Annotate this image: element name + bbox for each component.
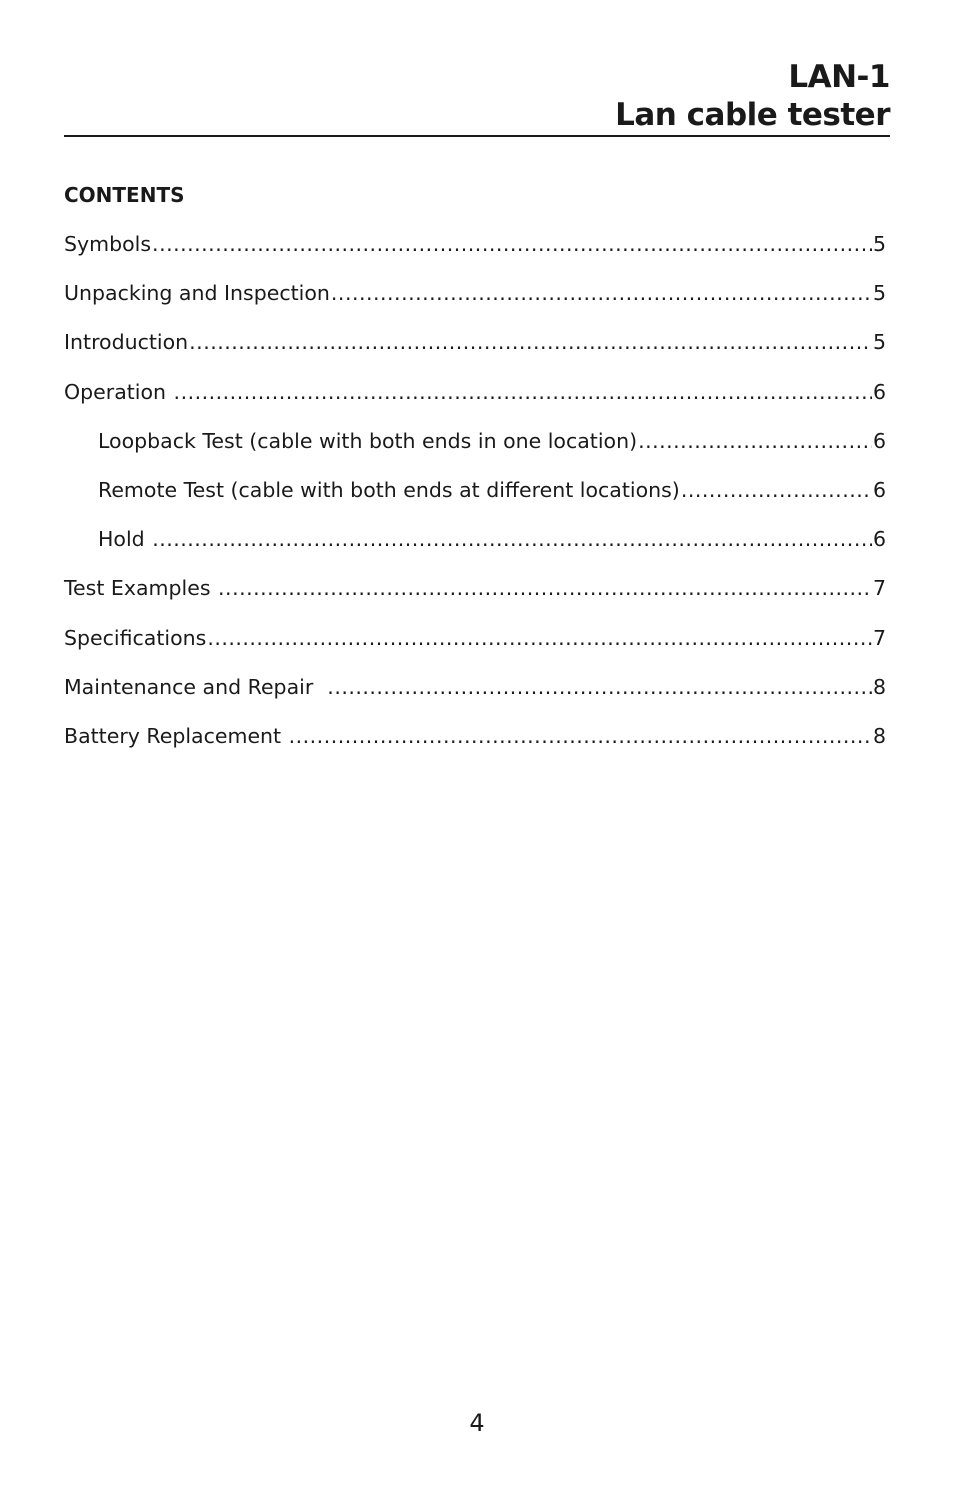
table-of-contents: [64, 230, 886, 771]
document-header: [64, 58, 890, 134]
product-model-title: LAN-1: [788, 59, 890, 95]
page-number: 4: [469, 1409, 485, 1437]
toc-entry-maintenance-and-repair: [64, 673, 886, 722]
toc-entry-title: Operation: [64, 379, 173, 404]
toc-entry-page: 8: [872, 674, 886, 699]
dot-leader: [681, 476, 872, 504]
contents-heading: CONTENTS: [64, 183, 185, 207]
toc-entry-remote-test: [64, 476, 886, 525]
dot-leader: [207, 624, 872, 652]
toc-entry-title: Specifications: [64, 625, 207, 650]
toc-entry-page: 7: [872, 625, 886, 650]
dot-leader: [289, 722, 872, 750]
toc-entry-page: 6: [872, 428, 886, 453]
toc-entry-title: Remote Test (cable with both ends at different locations): [98, 477, 680, 502]
toc-entry-loopback-test: [64, 427, 886, 476]
toc-entry-operation: [64, 378, 886, 427]
toc-entry-battery-replacement: [64, 722, 886, 771]
toc-entry-title: Maintenance and Repair: [64, 674, 327, 699]
dot-leader: [152, 230, 872, 258]
toc-entry-title: Symbols: [64, 232, 152, 256]
dot-leader: [189, 328, 872, 356]
toc-entry-title: Hold: [98, 527, 152, 552]
dot-leader: [331, 279, 872, 307]
toc-entry-title: Battery Replacement: [64, 723, 288, 748]
toc-entry-page: 5: [872, 232, 886, 256]
toc-entry-title: Introduction: [64, 330, 189, 355]
dot-leader: [638, 427, 872, 455]
toc-entry-specifications: [64, 624, 886, 673]
toc-entry-title: Unpacking and Inspection: [64, 281, 330, 306]
dot-leader: [218, 574, 872, 602]
toc-entry-page: 8: [872, 723, 886, 748]
toc-entry-page: 5: [872, 330, 886, 355]
dot-leader: [174, 378, 872, 406]
toc-entry-unpacking-and-inspection: [64, 279, 886, 328]
toc-entry-page: 5: [872, 281, 886, 306]
toc-entry-symbols: [64, 230, 886, 279]
dot-leader: [327, 673, 872, 701]
toc-entry-page: 6: [872, 527, 886, 552]
toc-entry-test-examples: [64, 574, 886, 623]
toc-entry-page: 6: [872, 379, 886, 404]
toc-entry-title: Test Examples: [64, 576, 218, 601]
dot-leader: [152, 525, 872, 553]
toc-entry-page: 6: [872, 477, 886, 502]
header-divider: [64, 135, 890, 137]
toc-entry-hold: [64, 525, 886, 574]
toc-entry-page: 7: [872, 576, 886, 601]
toc-entry-introduction: [64, 328, 886, 377]
product-subtitle: Lan cable tester: [615, 97, 890, 133]
toc-entry-title: Loopback Test (cable with both ends in one location): [98, 428, 638, 453]
